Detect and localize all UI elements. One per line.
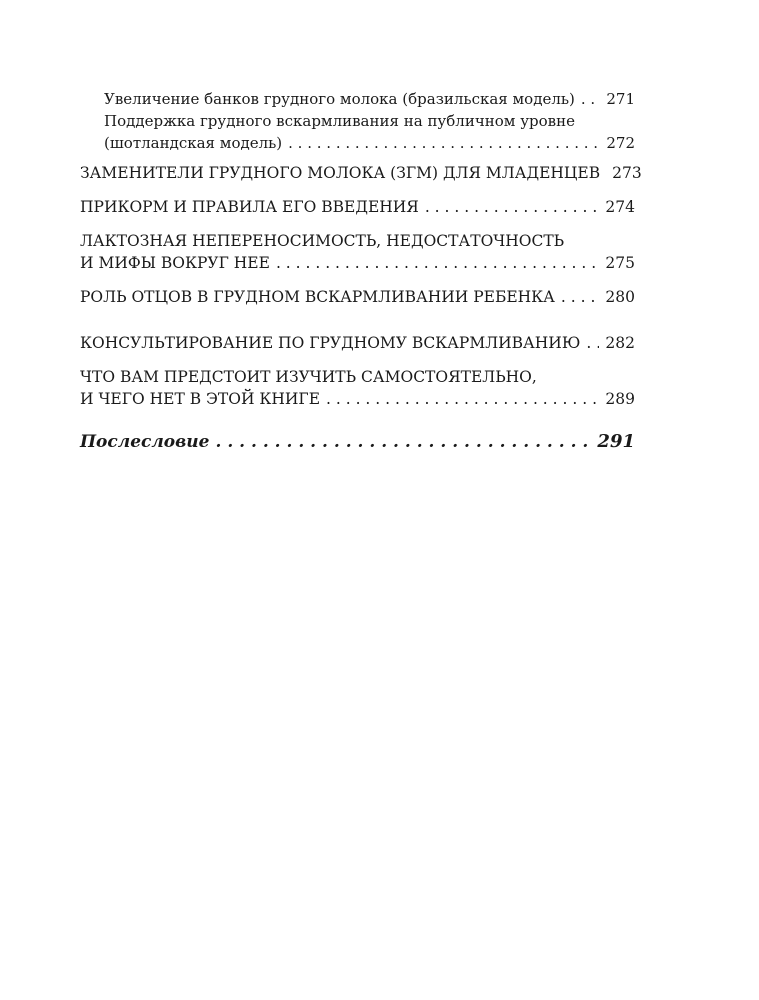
dot-leader [425, 196, 600, 218]
toc-entry-title: ПРИКОРМ И ПРАВИЛА ЕГО ВВЕДЕНИЯ [80, 198, 419, 216]
toc-entry-line [80, 366, 635, 388]
toc-entry-page: 274 [605, 198, 635, 216]
toc-entry-fathers-role[interactable] [80, 286, 635, 308]
toc-entry-line [80, 196, 635, 218]
toc-entry-page: 282 [605, 334, 635, 352]
toc-entry-self-study[interactable] [80, 366, 635, 410]
toc-entry-consulting[interactable] [80, 332, 635, 354]
toc-entry-page: 291 [597, 431, 635, 452]
dot-leader [586, 332, 599, 354]
table-of-contents [80, 88, 642, 454]
dot-leader [561, 286, 599, 308]
toc-entry-milk-substitutes[interactable] [80, 162, 642, 184]
toc-entry-title: Увеличение банков грудного молока (бразильская модель) [104, 90, 575, 108]
toc-entry-title: КОНСУЛЬТИРОВАНИЕ ПО ГРУДНОМУ ВСКАРМЛИВАНИЮ [80, 334, 581, 352]
toc-entry-title: РОЛЬ ОТЦОВ В ГРУДНОМ ВСКАРМЛИВАНИИ РЕБЕНКА [80, 288, 555, 306]
toc-entry-line [104, 88, 635, 110]
toc-entry-title: Поддержка грудного вскармливания на публичном уровне [104, 112, 575, 130]
toc-entry-page: 275 [605, 254, 635, 272]
toc-entry-page: 289 [605, 390, 635, 408]
toc-entry-line [80, 332, 635, 354]
toc-entry-title: ЧТО ВАМ ПРЕДСТОИТ ИЗУЧИТЬ САМОСТОЯТЕЛЬНО, [80, 368, 537, 386]
dot-leader [581, 88, 600, 110]
toc-entry-line [104, 110, 635, 132]
toc-entry-lactose-intolerance[interactable] [80, 230, 635, 274]
toc-entry-title: ЛАКТОЗНАЯ НЕПЕРЕНОСИМОСТЬ, НЕДОСТАТОЧНОСТЬ [80, 232, 565, 250]
toc-entry-line [80, 286, 635, 308]
toc-entry-page: 280 [605, 288, 635, 306]
toc-entry-complementary-feeding[interactable] [80, 196, 635, 218]
toc-entry-line [104, 132, 635, 154]
toc-entry-page: 272 [606, 134, 635, 152]
toc-entry-title-cont: И ЧЕГО НЕТ В ЭТОЙ КНИГЕ [80, 390, 321, 408]
toc-entry-afterword[interactable] [80, 430, 635, 454]
toc-entry-line [80, 162, 642, 184]
toc-entry-line [80, 230, 635, 252]
toc-entry-page: 271 [606, 90, 635, 108]
toc-entry-public-support[interactable] [80, 110, 635, 154]
toc-entry-title-cont: (шотландская модель) [104, 134, 283, 152]
dot-leader [215, 430, 591, 454]
toc-entry-line [80, 430, 635, 454]
toc-entry-breast-milk-banks[interactable] [80, 88, 635, 110]
dot-leader [288, 132, 600, 154]
toc-entry-line [80, 252, 635, 274]
toc-entry-title: Послесловие [80, 432, 210, 452]
toc-entry-line [80, 388, 635, 410]
toc-entry-page: 273 [612, 164, 642, 182]
dot-leader [276, 252, 599, 274]
dot-leader [326, 388, 599, 410]
toc-entry-title-cont: И МИФЫ ВОКРУГ НЕЕ [80, 254, 270, 272]
toc-entry-title: ЗАМЕНИТЕЛИ ГРУДНОГО МОЛОКА (ЗГМ) ДЛЯ МЛАДЕНЦЕВ [80, 164, 601, 182]
